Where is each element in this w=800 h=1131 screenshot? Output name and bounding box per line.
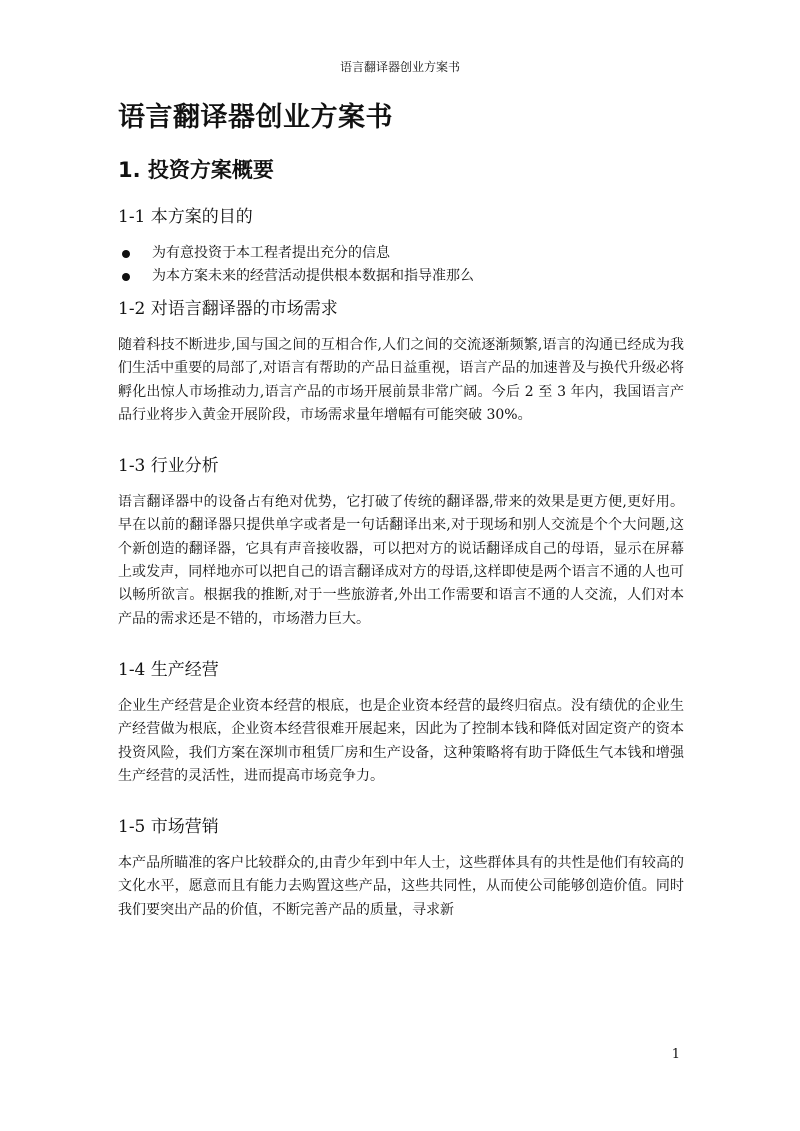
section-1-2-heading: 1-2 对语言翻译器的市场需求: [118, 299, 338, 319]
section-1-1-heading: 1-1 本方案的目的: [118, 207, 253, 227]
bullet-text: 为有意投资于本工程者提出充分的信息: [152, 245, 390, 261]
bullet-icon: [122, 250, 130, 258]
section-1-5-paragraph: 本产品所瞄准的客户比较群众的,由青少年到中年人士，这些群体具有的共性是他们有较高的文化水平，愿意而且有能力去购置这些产品，这些共同性，从而使公司能够创造价值。同时我们要突出产品的价值，不断完善产品的质量，寻求新: [118, 855, 684, 918]
bullet-icon: [122, 273, 130, 281]
running-header: 语言翻译器创业方案书: [339, 60, 460, 74]
bullet-item: [118, 265, 684, 288]
section-1-3-paragraph: 语言翻译器中的设备占有绝对优势，它打破了传统的翻译器,带来的效果是更方便,更好用。早在以前的翻译器只提供单字或者是一句话翻译出来,对于现场和别人交流是个个大问题,这个新创造的翻译器，它具有声音接收器，可以把对方的说话翻译成自己的母语，显示在屏幕上或发声，同样地亦可以把自己的语言翻译成对方的母语,这样即使是两个语言不通的人也可以畅所欲言。根据我的推断,对于一些旅游者,外出工作需要和语言不通的人交流，人们对本产品的需求还是不错的，市场潜力巨大。: [118, 494, 684, 627]
section-1-2-paragraph: 随着科技不断进步,国与国之间的互相合作,人们之间的交流逐渐频繁,语言的沟通已经成为我们生活中重要的局部了,对语言有帮助的产品日益重视，语言产品的加速普及与换代升级必将孵化出惊人市场推动力,语言产品的市场开展前景非常广阔。今后 2 至 3 年内，我国语言产品行业将步入黄金开展阶段，市场需求量年增幅有可能突破 30%。: [118, 337, 684, 423]
page-number: 1: [671, 1047, 680, 1062]
bullet-item: [118, 242, 684, 265]
document-title: 语言翻译器创业方案书: [118, 102, 393, 133]
section-1-1-bullet-list: [118, 242, 684, 288]
section-1-5-heading: 1-5 市场营销: [118, 817, 219, 838]
section-1-4-heading: 1-4 生产经营: [118, 659, 219, 680]
bullet-text: 为本方案未来的经营活动提供根本数据和指导准那么: [152, 268, 474, 284]
document-body: [118, 96, 684, 946]
section-1-3-heading: 1-3 行业分析: [118, 456, 219, 477]
section-1-heading: 1. 投资方案概要: [118, 158, 274, 182]
section-1-4-paragraph: 企业生产经营是企业资本经营的根底，也是企业资本经营的最终归宿点。没有绩优的企业生产经营做为根底，企业资本经营很难开展起来，因此为了控制本钱和降低对固定资产的资本投资风险，我们方案在深圳市租赁厂房和生产设备，这种策略将有助于降低生气本钱和增强生产经营的灵活性，进而提高市场竞争力。: [118, 697, 684, 784]
